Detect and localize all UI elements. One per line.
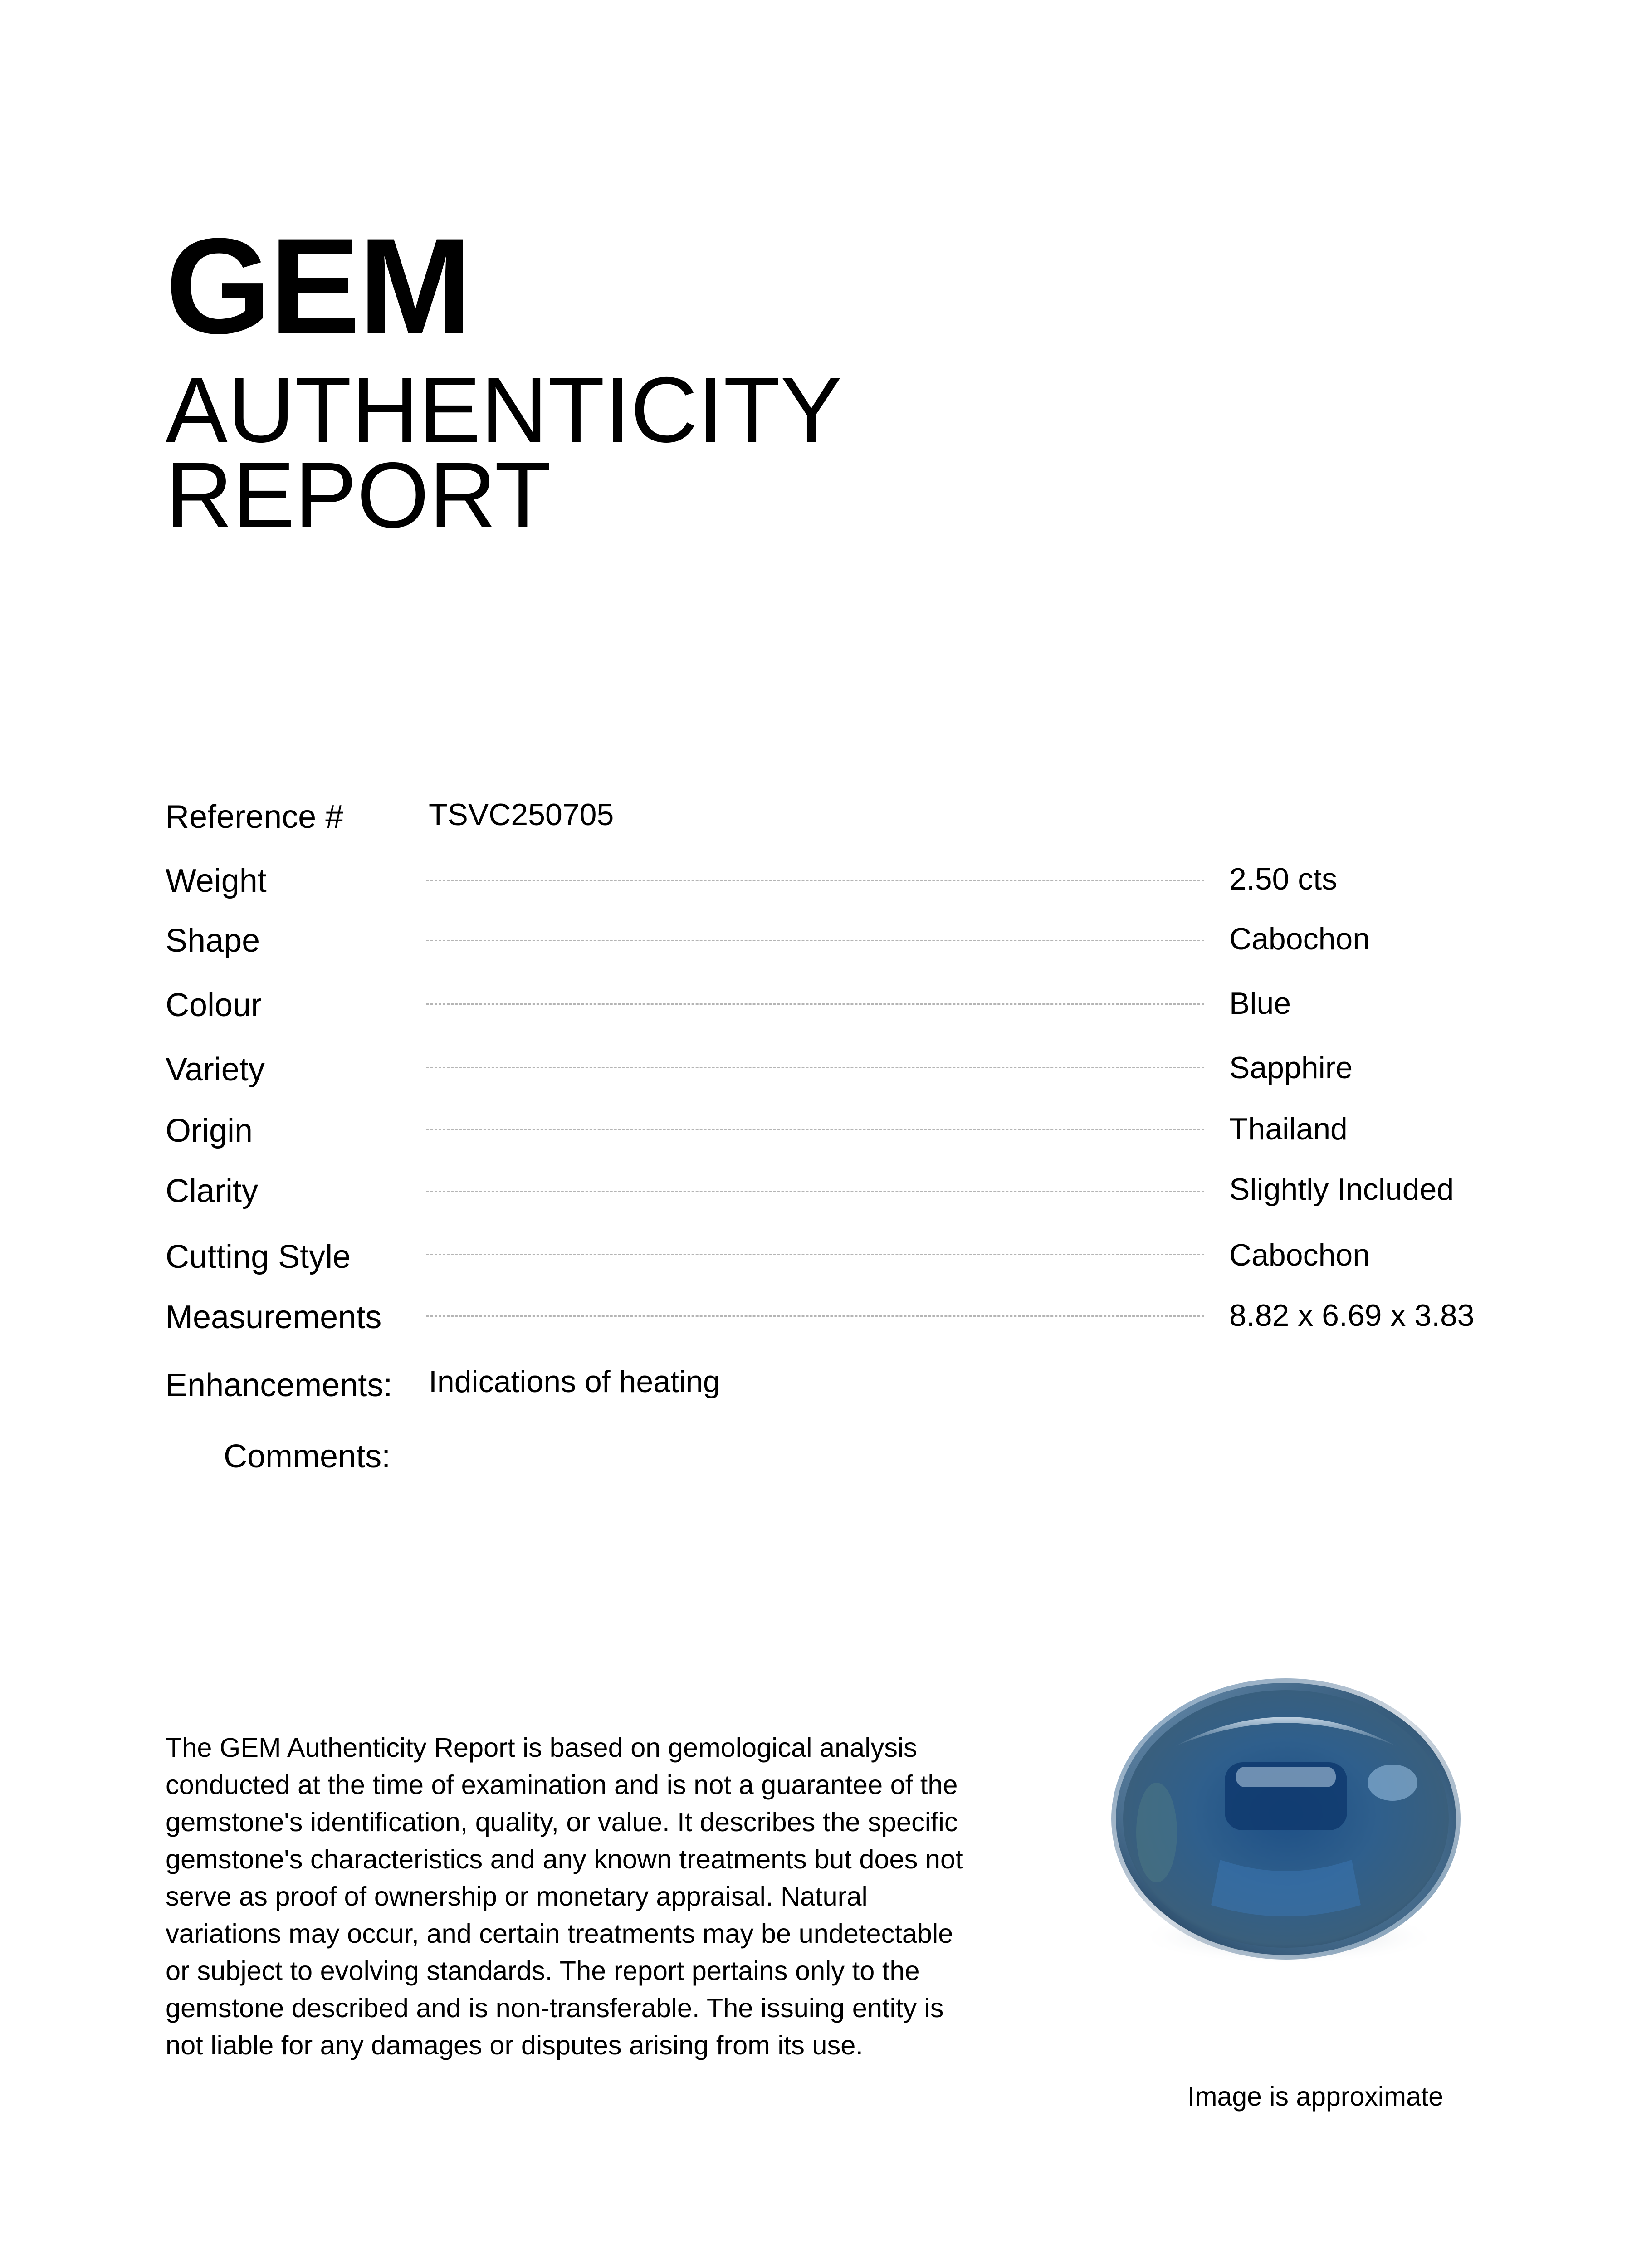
- brand-title: GEM: [166, 210, 470, 362]
- spec-label-measurements: Measurements: [166, 1299, 382, 1335]
- spec-label-colour: Colour: [166, 987, 262, 1023]
- spec-value-variety: Sapphire: [1229, 1051, 1353, 1085]
- disclaimer-line: or subject to evolving standards. The report pertains only to the: [166, 1955, 920, 1986]
- disclaimer-line: The GEM Authenticity Report is based on gemological analysis: [166, 1732, 917, 1763]
- spec-label-weight: Weight: [166, 863, 267, 899]
- disclaimer-line: variations may occur, and certain treatments may be undetectable: [166, 1918, 953, 1949]
- leader-line: [426, 1129, 1204, 1130]
- spec-value-colour: Blue: [1229, 986, 1291, 1021]
- spec-value-cutting-style: Cabochon: [1229, 1238, 1370, 1272]
- enhancements-value: Indications of heating: [429, 1364, 720, 1399]
- gem-left-tint: [1136, 1783, 1177, 1882]
- spec-value-clarity: Slightly Included: [1229, 1172, 1454, 1207]
- leader-line: [426, 1003, 1204, 1005]
- spec-label-variety: Variety: [166, 1051, 265, 1088]
- leader-line: [426, 1067, 1204, 1068]
- reference-label: Reference #: [166, 799, 344, 835]
- comments-label: Comments:: [224, 1438, 391, 1475]
- disclaimer-line: conducted at the time of examination and is not a guarantee of the: [166, 1769, 958, 1800]
- enhancements-label: Enhancements:: [166, 1367, 393, 1403]
- reference-value: TSVC250705: [429, 797, 614, 832]
- disclaimer-line: gemstone described and is non-transferable. The issuing entity is: [166, 1993, 944, 2023]
- spec-value-shape: Cabochon: [1229, 922, 1370, 956]
- spec-value-measurements: 8.82 x 6.69 x 3.83: [1229, 1298, 1475, 1333]
- disclaimer-line: gemstone's identification, quality, or value. It describes the specific: [166, 1807, 958, 1837]
- spec-value-weight: 2.50 cts: [1229, 862, 1338, 896]
- leader-line: [426, 880, 1204, 881]
- leader-line: [426, 940, 1204, 941]
- image-caption: Image is approximate: [1187, 2082, 1444, 2112]
- report-title-line-1: AUTHENTICITY: [166, 358, 842, 462]
- gem-side-light: [1368, 1765, 1417, 1801]
- disclaimer-line: not liable for any damages or disputes arising from its use.: [166, 2030, 863, 2060]
- spec-label-clarity: Clarity: [166, 1173, 259, 1209]
- leader-line: [426, 1315, 1204, 1317]
- leader-line: [426, 1191, 1204, 1192]
- gem-reflection-highlight: [1236, 1767, 1336, 1787]
- spec-label-shape: Shape: [166, 923, 260, 959]
- leader-line: [426, 1254, 1204, 1255]
- report-title: [166, 358, 1073, 547]
- spec-label-origin: Origin: [166, 1113, 253, 1149]
- disclaimer-line: gemstone's characteristics and any known treatments but does not: [166, 1844, 963, 1874]
- report-title-line-2: REPORT: [166, 443, 552, 547]
- disclaimer-text: [166, 1729, 996, 2064]
- disclaimer-line: serve as proof of ownership or monetary appraisal. Natural: [166, 1881, 868, 1911]
- spec-value-origin: Thailand: [1229, 1112, 1348, 1146]
- spec-label-cutting-style: Cutting Style: [166, 1239, 351, 1275]
- gemstone-photo: [1107, 1669, 1465, 1982]
